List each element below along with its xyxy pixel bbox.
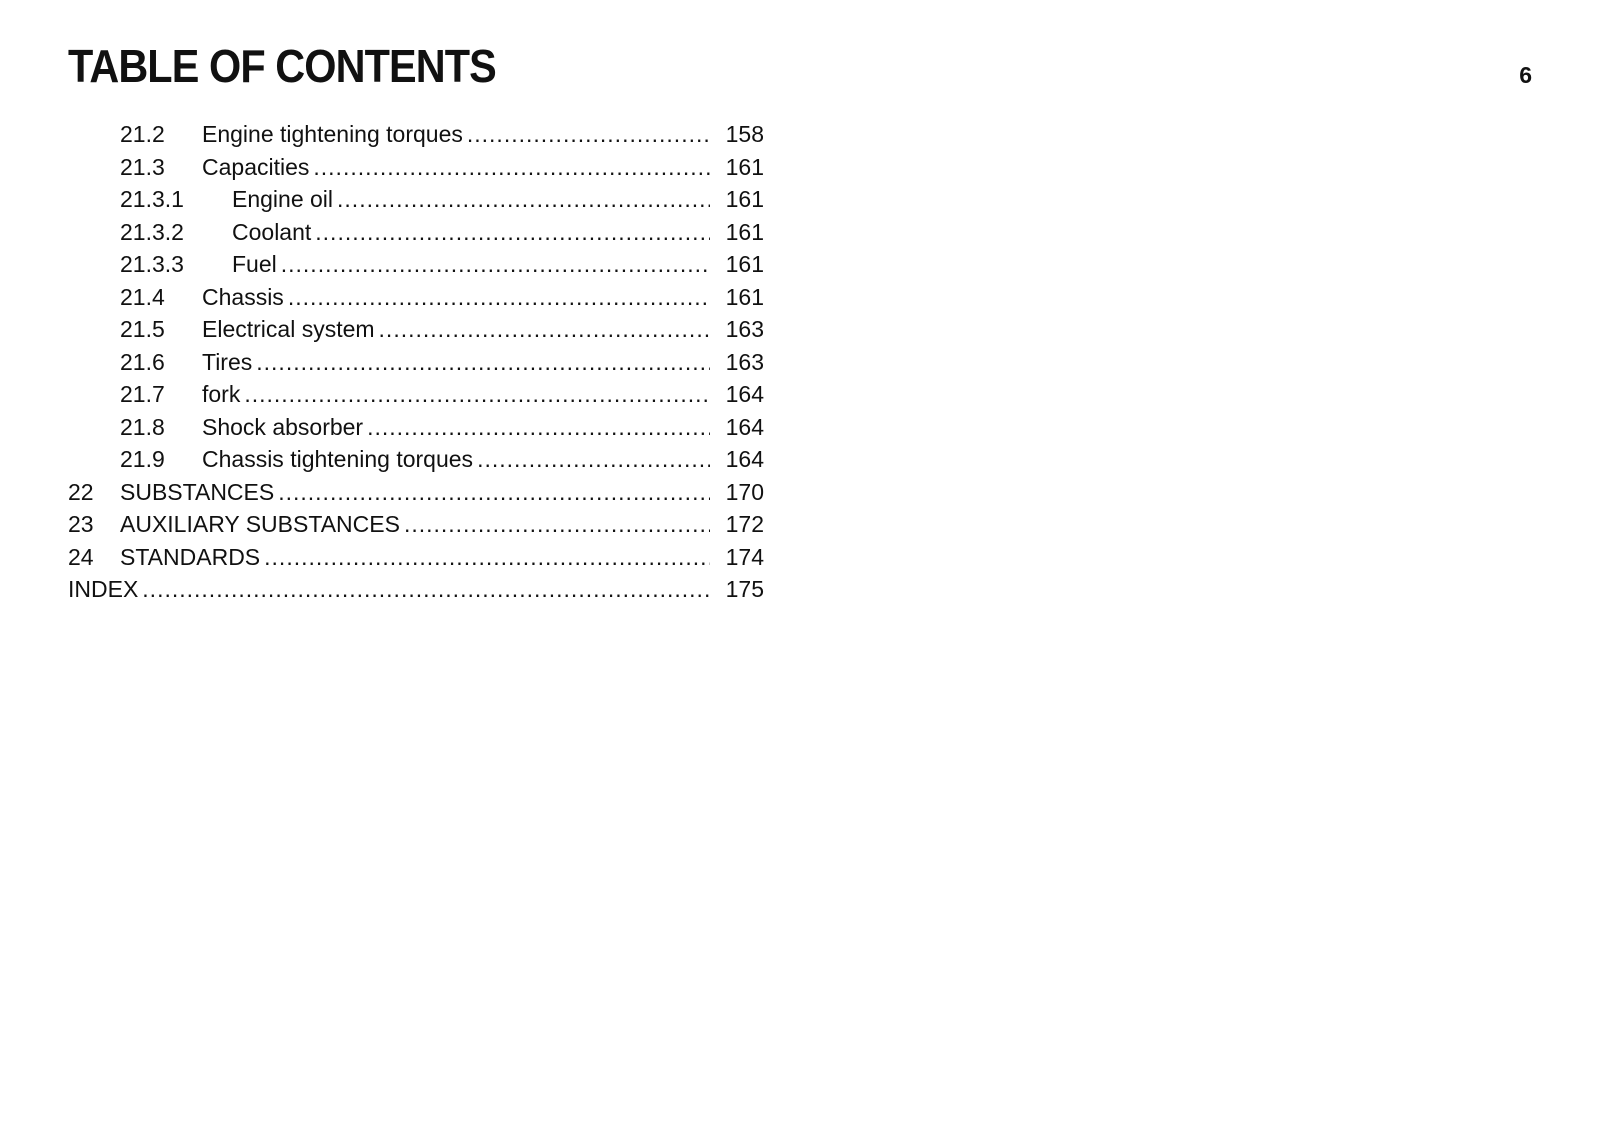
dot-leader [278,476,710,509]
toc-entry-number: 21.6 [120,348,165,375]
toc-entry-page: 161 [725,251,764,277]
dot-leader [281,248,710,281]
toc-entry[interactable] [68,378,768,411]
toc-entry-page: 163 [725,316,764,342]
dot-leader [367,411,710,444]
dot-leader [337,183,710,216]
toc-entry[interactable] [68,183,768,216]
toc-entry-label: Capacities [202,151,313,184]
toc-entry-page: 175 [725,576,764,602]
toc-entry-number: 23 [68,511,94,537]
toc-entry-label: SUBSTANCES [120,476,278,509]
toc-entry-number: 22 [68,478,94,505]
dot-leader [467,118,710,151]
table-of-contents [68,118,768,606]
toc-entry-number: 21.3.3 [120,251,184,277]
dot-leader [288,281,710,314]
toc-entry-label: INDEX [68,573,142,606]
toc-entry-page: 161 [725,218,764,245]
dot-leader [404,508,710,541]
toc-entry[interactable] [68,151,768,184]
toc-entry-number: 21.3.2 [120,218,184,245]
toc-entry-number: 21.7 [120,381,165,407]
toc-entry-label: Chassis tightening torques [202,443,477,476]
dot-leader [315,216,710,249]
toc-entry-label: Tires [202,346,256,379]
page-title: TABLE OF CONTENTS [68,40,496,92]
toc-entry-page: 172 [725,511,764,537]
toc-entry-label: Engine oil [232,183,337,216]
toc-entry[interactable] [68,216,768,249]
toc-entry-number: 21.2 [120,121,165,147]
page-number: 6 [1519,62,1532,88]
toc-entry[interactable] [68,118,768,151]
toc-entry-number: 21.5 [120,316,165,342]
toc-entry-label: Engine tightening torques [202,118,467,151]
toc-entry-page: 164 [725,381,764,407]
toc-entry-number: 21.4 [120,283,165,310]
dot-leader [256,346,710,379]
toc-entry-page: 161 [725,153,764,180]
toc-entry-label: fork [202,378,244,411]
toc-entry-page: 163 [725,348,764,375]
toc-entry-label: Coolant [232,216,315,249]
toc-entry-label: STANDARDS [120,541,264,574]
toc-entry-page: 161 [725,283,764,310]
toc-entry-page: 174 [725,543,764,570]
toc-entry[interactable] [68,508,768,541]
toc-entry[interactable] [68,476,768,509]
toc-entry-page: 161 [725,186,764,212]
dot-leader [313,151,710,184]
toc-entry-label: Chassis [202,281,288,314]
toc-entry-number: 21.9 [120,446,165,472]
toc-entry-number: 21.3 [120,153,165,180]
toc-entry[interactable] [68,573,768,606]
toc-entry[interactable] [68,346,768,379]
toc-entry-page: 164 [725,413,764,440]
toc-entry[interactable] [68,443,768,476]
toc-entry[interactable] [68,313,768,346]
toc-entry-number: 21.3.1 [120,186,184,212]
dot-leader [477,443,710,476]
toc-entry-page: 164 [725,446,764,472]
toc-entry-page: 158 [725,121,764,147]
dot-leader [264,541,710,574]
toc-entry-label: AUXILIARY SUBSTANCES [120,508,404,541]
toc-entry-label: Electrical system [202,313,379,346]
toc-entry-label: Fuel [232,248,281,281]
dot-leader [379,313,710,346]
toc-entry[interactable] [68,541,768,574]
toc-entry-label: Shock absorber [202,411,367,444]
toc-entry-number: 24 [68,543,94,570]
dot-leader [142,573,710,606]
toc-entry[interactable] [68,411,768,444]
toc-entry-page: 170 [725,478,764,505]
toc-entry[interactable] [68,281,768,314]
toc-entry-number: 21.8 [120,413,165,440]
dot-leader [244,378,710,411]
toc-entry[interactable] [68,248,768,281]
